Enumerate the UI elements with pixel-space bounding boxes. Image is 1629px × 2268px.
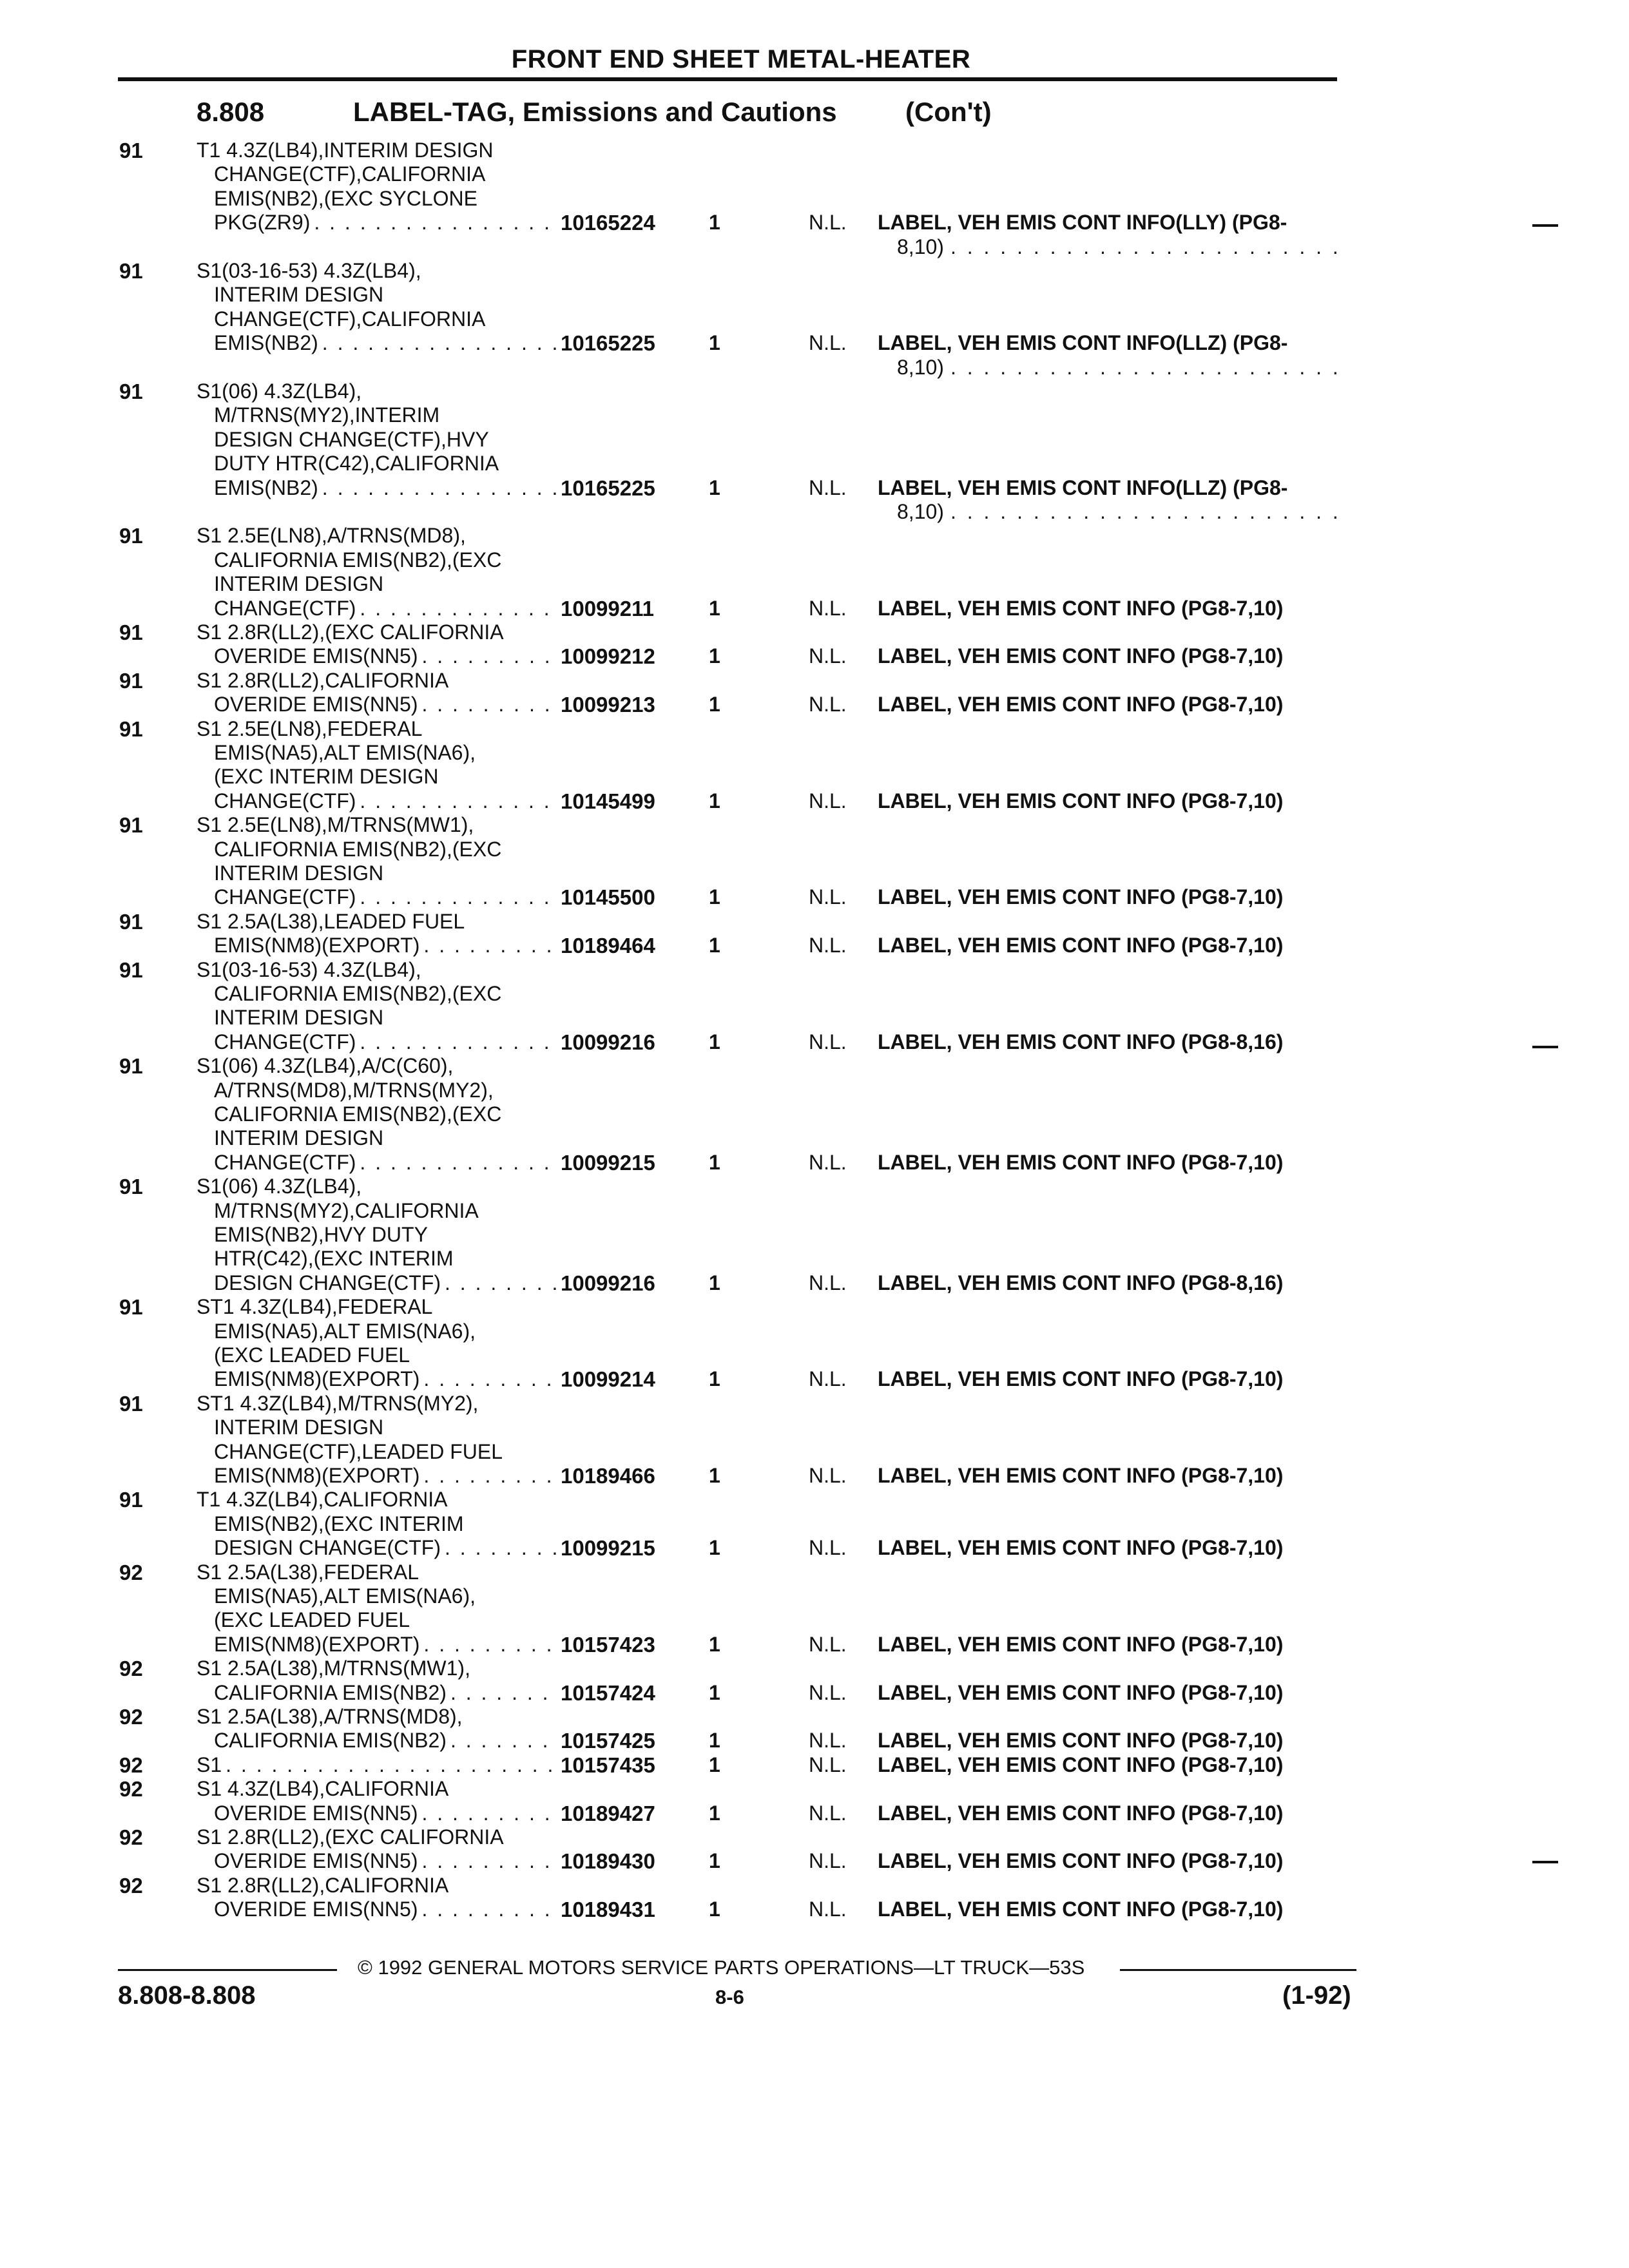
usage-description xyxy=(197,1657,557,1705)
usage-description xyxy=(197,717,557,814)
footer-rule-right xyxy=(1120,1969,1356,1971)
part-name-text: LABEL, VEH EMIS CONT INFO (PG8-7,10) xyxy=(878,1150,1284,1174)
usage-line: OVERIDE EMIS(NN5) xyxy=(214,1801,418,1825)
usage-description xyxy=(197,259,557,356)
model-year: 92 xyxy=(119,1657,143,1681)
part-number: 10099213 xyxy=(561,693,655,717)
model-year: 91 xyxy=(119,1488,143,1512)
part-name xyxy=(878,1849,1342,1873)
part-name xyxy=(878,1464,1342,1488)
usage-line: ST1 4.3Z(LB4),M/TRNS(MY2), xyxy=(197,1391,479,1415)
usage-line: INTERIM DESIGN xyxy=(214,1006,384,1030)
leader-dots xyxy=(421,693,557,716)
part-name-text: LABEL, VEH EMIS CONT INFO (PG8-7,10) xyxy=(878,1680,1284,1704)
nl-code: N.L. xyxy=(809,1680,847,1704)
model-year: 91 xyxy=(119,139,143,162)
usage-line: CHANGE(CTF) xyxy=(214,1030,356,1053)
nl-code: N.L. xyxy=(809,331,847,355)
part-name-continued: 8,10) xyxy=(897,235,944,258)
usage-line: DESIGN CHANGE(CTF),HVY xyxy=(214,427,489,451)
usage-description xyxy=(197,1392,557,1488)
usage-line: S1 2.5E(LN8),M/TRNS(MW1), xyxy=(197,813,474,837)
nl-code: N.L. xyxy=(809,934,847,957)
usage-line: EMIS(NA5),ALT EMIS(NA6), xyxy=(214,1584,476,1608)
part-number: 10099216 xyxy=(561,1271,655,1295)
header-rule xyxy=(118,77,1337,81)
leader-dots xyxy=(423,1633,557,1657)
usage-line: EMIS(NB2),(EXC INTERIM xyxy=(214,1512,464,1535)
leader-dots xyxy=(421,644,557,668)
usage-line: CHANGE(CTF),CALIFORNIA xyxy=(214,307,486,331)
usage-line: CHANGE(CTF) xyxy=(214,885,356,909)
model-year: 91 xyxy=(119,1295,143,1320)
quantity: 1 xyxy=(709,934,720,957)
nl-code: N.L. xyxy=(809,1898,847,1921)
part-name xyxy=(878,1898,1342,1921)
usage-line: S1(06) 4.3Z(LB4), xyxy=(197,380,362,403)
part-number: 10099216 xyxy=(561,1030,655,1054)
model-year: 91 xyxy=(119,668,143,693)
usage-line: EMIS(NM8)(EXPORT) xyxy=(214,1463,420,1487)
model-year: 91 xyxy=(119,813,143,838)
usage-description xyxy=(197,669,557,717)
usage-line: INTERIM DESIGN xyxy=(214,1126,384,1150)
leader-dots xyxy=(421,1802,557,1825)
model-year: 91 xyxy=(119,524,143,548)
leader-dots xyxy=(445,1271,557,1295)
usage-line: S1 2.8R(LL2),(EXC CALIFORNIA xyxy=(197,1825,504,1849)
nl-code: N.L. xyxy=(809,476,847,499)
part-name-text: LABEL, VEH EMIS CONT INFO(LLY) (PG8- xyxy=(878,211,1287,235)
quantity: 1 xyxy=(709,1680,720,1704)
usage-line: EMIS(NB2),HVY DUTY xyxy=(214,1222,428,1246)
part-name-text: LABEL, VEH EMIS CONT INFO (PG8-7,10) xyxy=(878,1753,1284,1776)
part-name xyxy=(878,1536,1342,1560)
nl-code: N.L. xyxy=(809,644,847,668)
leader-dots xyxy=(322,476,557,500)
leader-dots xyxy=(423,934,557,957)
usage-line: EMIS(NA5),ALT EMIS(NA6), xyxy=(214,1319,476,1343)
leader-dots xyxy=(360,597,557,620)
usage-line: S1 2.5E(LN8),FEDERAL xyxy=(197,716,423,740)
usage-line: INTERIM DESIGN xyxy=(214,1416,384,1439)
nl-code: N.L. xyxy=(809,693,847,716)
usage-line: EMIS(NB2),(EXC SYCLONE xyxy=(214,186,477,210)
usage-line: INTERIM DESIGN xyxy=(214,283,384,307)
quantity: 1 xyxy=(709,1150,720,1174)
usage-line: EMIS(NB2) xyxy=(214,331,318,355)
nl-code: N.L. xyxy=(809,1632,847,1656)
usage-line: CALIFORNIA EMIS(NB2),(EXC xyxy=(214,837,502,861)
part-name-continued: 8,10) xyxy=(897,355,944,379)
quantity: 1 xyxy=(709,1729,720,1753)
part-name-text: LABEL, VEH EMIS CONT INFO (PG8-7,10) xyxy=(878,1367,1284,1391)
part-number: 10099214 xyxy=(561,1367,655,1392)
usage-line: M/TRNS(MY2),INTERIM xyxy=(214,403,440,427)
part-number: 10099215 xyxy=(561,1536,655,1561)
quantity: 1 xyxy=(709,1898,720,1921)
usage-line: DUTY HTR(C42),CALIFORNIA xyxy=(214,452,499,476)
usage-line: S1 2.5A(L38),FEDERAL xyxy=(197,1560,419,1584)
part-name xyxy=(878,1151,1342,1175)
usage-description xyxy=(197,524,557,620)
usage-line: CALIFORNIA EMIS(NB2),(EXC xyxy=(214,981,502,1005)
usage-description xyxy=(197,1488,557,1560)
usage-description xyxy=(197,620,557,669)
usage-line: CHANGE(CTF) xyxy=(214,1150,356,1174)
part-name xyxy=(878,1271,1342,1295)
part-number: 10189464 xyxy=(561,934,655,958)
usage-description xyxy=(197,813,557,910)
section-title: LABEL-TAG, Emissions and Cautions xyxy=(353,97,837,127)
usage-line: S1 2.8R(LL2),CALIFORNIA xyxy=(197,1873,449,1897)
nl-code: N.L. xyxy=(809,1271,847,1294)
usage-line: HTR(C42),(EXC INTERIM xyxy=(214,1247,454,1271)
usage-description xyxy=(197,1561,557,1657)
usage-line: EMIS(NM8)(EXPORT) xyxy=(214,934,420,957)
nl-code: N.L. xyxy=(809,1150,847,1174)
margin-dash xyxy=(1532,1046,1558,1048)
part-name-text: LABEL, VEH EMIS CONT INFO (PG8-7,10) xyxy=(878,934,1284,957)
part-name xyxy=(878,885,1342,909)
quantity: 1 xyxy=(709,1367,720,1391)
part-name-text: LABEL, VEH EMIS CONT INFO (PG8-7,10) xyxy=(878,789,1284,812)
model-year: 91 xyxy=(119,380,143,403)
leader-dots xyxy=(450,1729,557,1753)
usage-line: S1 2.5A(L38),M/TRNS(MW1), xyxy=(197,1657,470,1680)
usage-line: S1(06) 4.3Z(LB4), xyxy=(197,1175,362,1198)
part-number: 10189431 xyxy=(561,1898,655,1922)
model-year: 92 xyxy=(119,1560,143,1584)
leader-dots xyxy=(421,1898,557,1921)
model-year: 92 xyxy=(119,1873,143,1898)
leader-dots xyxy=(445,1536,557,1560)
part-name-text: LABEL, VEH EMIS CONT INFO (PG8-8,16) xyxy=(878,1030,1284,1053)
usage-line: DESIGN CHANGE(CTF) xyxy=(214,1536,441,1560)
part-number: 10099211 xyxy=(561,596,655,620)
part-number: 10165224 xyxy=(561,211,655,235)
part-number: 10157425 xyxy=(561,1729,655,1753)
usage-line: CALIFORNIA EMIS(NB2) xyxy=(214,1729,447,1753)
quantity: 1 xyxy=(709,789,720,812)
part-name xyxy=(878,476,1342,524)
usage-line: INTERIM DESIGN xyxy=(214,572,384,596)
nl-code: N.L. xyxy=(809,1536,847,1560)
leader-dots xyxy=(226,1753,557,1777)
quantity: 1 xyxy=(709,644,720,668)
quantity: 1 xyxy=(709,885,720,909)
model-year: 91 xyxy=(119,1054,143,1079)
part-number: 10165225 xyxy=(561,476,655,500)
part-name xyxy=(878,789,1342,813)
usage-line: S1 2.8R(LL2),(EXC CALIFORNIA xyxy=(197,620,504,644)
part-name-text: LABEL, VEH EMIS CONT INFO (PG8-7,10) xyxy=(878,1463,1284,1487)
usage-description xyxy=(197,910,557,958)
leader-dots xyxy=(360,789,557,813)
quantity: 1 xyxy=(709,596,720,620)
section-number: 8.808 xyxy=(197,97,265,127)
part-name-text: LABEL, VEH EMIS CONT INFO (PG8-8,16) xyxy=(878,1271,1284,1294)
usage-line: M/TRNS(MY2),CALIFORNIA xyxy=(214,1198,479,1222)
usage-description xyxy=(197,1874,557,1922)
footer-section-range: 8.808-8.808 xyxy=(118,1981,256,2010)
nl-code: N.L. xyxy=(809,1801,847,1825)
model-year: 91 xyxy=(119,957,143,982)
usage-description xyxy=(197,139,557,235)
quantity: 1 xyxy=(709,693,720,716)
part-name-text: LABEL, VEH EMIS CONT INFO (PG8-7,10) xyxy=(878,1729,1284,1753)
quantity: 1 xyxy=(709,331,720,355)
model-year: 92 xyxy=(119,1705,143,1729)
usage-line: CALIFORNIA EMIS(NB2),(EXC xyxy=(214,548,502,572)
part-name-text: LABEL, VEH EMIS CONT INFO (PG8-7,10) xyxy=(878,596,1284,620)
part-name xyxy=(878,693,1342,716)
usage-line: S1 xyxy=(197,1753,222,1776)
usage-line: INTERIM DESIGN xyxy=(214,861,384,885)
model-year: 91 xyxy=(119,620,143,644)
usage-line: S1 2.8R(LL2),CALIFORNIA xyxy=(197,668,449,692)
part-name-text: LABEL, VEH EMIS CONT INFO (PG8-7,10) xyxy=(878,1632,1284,1656)
model-year: 92 xyxy=(119,1753,143,1777)
quantity: 1 xyxy=(709,1030,720,1053)
usage-description xyxy=(197,1825,557,1874)
part-name-text: LABEL, VEH EMIS CONT INFO (PG8-7,10) xyxy=(878,1801,1284,1825)
leader-dots xyxy=(423,1367,557,1391)
usage-line: S1(03-16-53) 4.3Z(LB4), xyxy=(197,259,421,282)
usage-line: CHANGE(CTF) xyxy=(214,596,356,620)
footer-page-number: 8-6 xyxy=(715,1986,744,2008)
leader-dots xyxy=(450,1681,557,1705)
part-name xyxy=(878,1633,1342,1657)
part-name xyxy=(878,1681,1342,1705)
nl-code: N.L. xyxy=(809,1463,847,1487)
part-name-text: LABEL, VEH EMIS CONT INFO (PG8-7,10) xyxy=(878,693,1284,716)
part-name xyxy=(878,331,1342,380)
usage-line: CALIFORNIA EMIS(NB2),(EXC xyxy=(214,1102,502,1126)
usage-line: OVERIDE EMIS(NN5) xyxy=(214,644,418,668)
part-name xyxy=(878,1367,1342,1391)
model-year: 91 xyxy=(119,1391,143,1416)
nl-code: N.L. xyxy=(809,1367,847,1391)
leader-dots xyxy=(950,235,1342,259)
model-year: 91 xyxy=(119,716,143,741)
usage-line: S1 2.5A(L38),LEADED FUEL xyxy=(197,909,465,933)
leader-dots xyxy=(360,885,557,909)
usage-description xyxy=(197,1295,557,1392)
leader-dots xyxy=(314,211,557,235)
quantity: 1 xyxy=(709,1271,720,1294)
footer-date-code: (1-92) xyxy=(1282,1981,1351,2010)
usage-line: S1 4.3Z(LB4),CALIFORNIA xyxy=(197,1777,449,1801)
quantity: 1 xyxy=(709,211,720,235)
usage-line: EMIS(NM8)(EXPORT) xyxy=(214,1632,420,1656)
model-year: 91 xyxy=(119,259,143,283)
part-number: 10099215 xyxy=(561,1150,655,1175)
part-name-text: LABEL, VEH EMIS CONT INFO(LLZ) (PG8- xyxy=(878,331,1288,355)
nl-code: N.L. xyxy=(809,1030,847,1053)
part-name xyxy=(878,1802,1342,1825)
nl-code: N.L. xyxy=(809,885,847,909)
model-year: 92 xyxy=(119,1825,143,1849)
part-name-text: LABEL, VEH EMIS CONT INFO (PG8-7,10) xyxy=(878,1536,1284,1560)
usage-line: (EXC LEADED FUEL xyxy=(214,1343,410,1367)
usage-line: S1(06) 4.3Z(LB4),A/C(C60), xyxy=(197,1054,454,1078)
part-name xyxy=(878,1753,1342,1777)
part-name xyxy=(878,1729,1342,1753)
nl-code: N.L. xyxy=(809,789,847,812)
model-year: 92 xyxy=(119,1777,143,1802)
usage-line: CHANGE(CTF),LEADED FUEL xyxy=(214,1439,503,1463)
usage-line: A/TRNS(MD8),M/TRNS(MY2), xyxy=(214,1078,494,1102)
page-header-title: FRONT END SHEET METAL-HEATER xyxy=(511,45,971,73)
model-year: 91 xyxy=(119,1175,143,1199)
part-name xyxy=(878,1030,1342,1054)
part-number: 10157424 xyxy=(561,1680,655,1705)
quantity: 1 xyxy=(709,1801,720,1825)
nl-code: N.L. xyxy=(809,1753,847,1776)
footer-rule-left xyxy=(118,1969,337,1971)
part-number: 10145499 xyxy=(561,789,655,813)
usage-description xyxy=(197,1054,557,1175)
leader-dots xyxy=(322,331,557,355)
nl-code: N.L. xyxy=(809,1729,847,1753)
part-name xyxy=(878,597,1342,620)
usage-line: EMIS(NA5),ALT EMIS(NA6), xyxy=(214,740,476,764)
leader-dots xyxy=(423,1464,557,1488)
part-name xyxy=(878,644,1342,668)
nl-code: N.L. xyxy=(809,211,847,235)
leader-dots xyxy=(360,1030,557,1054)
section-continued: (Con't) xyxy=(905,97,992,127)
usage-line: OVERIDE EMIS(NN5) xyxy=(214,693,418,716)
part-name-text: LABEL, VEH EMIS CONT INFO (PG8-7,10) xyxy=(878,1849,1284,1873)
usage-line: T1 4.3Z(LB4),INTERIM DESIGN xyxy=(197,139,494,162)
usage-line: S1 2.5A(L38),A/TRNS(MD8), xyxy=(197,1705,463,1728)
usage-line: T1 4.3Z(LB4),CALIFORNIA xyxy=(197,1488,448,1512)
part-name xyxy=(878,934,1342,957)
quantity: 1 xyxy=(709,476,720,499)
margin-dash xyxy=(1532,224,1558,227)
usage-line: (EXC INTERIM DESIGN xyxy=(214,765,439,789)
usage-description xyxy=(197,1175,557,1295)
part-name-text: LABEL, VEH EMIS CONT INFO (PG8-7,10) xyxy=(878,644,1284,668)
quantity: 1 xyxy=(709,1632,720,1656)
part-name-continued: 8,10) xyxy=(897,499,944,523)
usage-line: DESIGN CHANGE(CTF) xyxy=(214,1271,441,1294)
usage-line: ST1 4.3Z(LB4),FEDERAL xyxy=(197,1295,433,1319)
usage-description xyxy=(197,1777,557,1825)
leader-dots xyxy=(360,1151,557,1175)
usage-line: S1 2.5E(LN8),A/TRNS(MD8), xyxy=(197,524,466,548)
usage-description xyxy=(197,958,557,1055)
leader-dots xyxy=(421,1849,557,1873)
usage-line: CHANGE(CTF) xyxy=(214,789,356,812)
part-name-text: LABEL, VEH EMIS CONT INFO (PG8-7,10) xyxy=(878,885,1284,909)
nl-code: N.L. xyxy=(809,1849,847,1873)
part-number: 10165225 xyxy=(561,331,655,356)
margin-dash xyxy=(1532,1861,1558,1863)
footer-copyright: © 1992 GENERAL MOTORS SERVICE PARTS OPERATIONS—LT TRUCK—53S xyxy=(358,1956,1085,1979)
usage-line: PKG(ZR9) xyxy=(214,211,311,235)
usage-line: (EXC LEADED FUEL xyxy=(214,1608,410,1632)
part-number: 10157435 xyxy=(561,1753,655,1777)
part-number: 10189466 xyxy=(561,1463,655,1488)
usage-line: CALIFORNIA EMIS(NB2) xyxy=(214,1680,447,1704)
part-name xyxy=(878,211,1342,259)
model-year: 91 xyxy=(119,909,143,934)
usage-line: OVERIDE EMIS(NN5) xyxy=(214,1849,418,1873)
part-name-text: LABEL, VEH EMIS CONT INFO(LLZ) (PG8- xyxy=(878,476,1288,499)
part-number: 10099212 xyxy=(561,644,655,669)
usage-line: S1(03-16-53) 4.3Z(LB4), xyxy=(197,957,421,981)
quantity: 1 xyxy=(709,1753,720,1776)
usage-line: CHANGE(CTF),CALIFORNIA xyxy=(214,162,486,186)
usage-description xyxy=(197,1753,557,1777)
quantity: 1 xyxy=(709,1536,720,1560)
usage-line: EMIS(NB2) xyxy=(214,476,318,499)
part-number: 10189430 xyxy=(561,1849,655,1874)
usage-description xyxy=(197,380,557,500)
usage-description xyxy=(197,1705,557,1753)
part-number: 10157423 xyxy=(561,1632,655,1657)
part-number: 10189427 xyxy=(561,1801,655,1825)
usage-line: EMIS(NM8)(EXPORT) xyxy=(214,1367,420,1391)
leader-dots xyxy=(950,356,1342,380)
quantity: 1 xyxy=(709,1849,720,1873)
quantity: 1 xyxy=(709,1463,720,1487)
part-number: 10145500 xyxy=(561,885,655,910)
nl-code: N.L. xyxy=(809,596,847,620)
part-name-text: LABEL, VEH EMIS CONT INFO (PG8-7,10) xyxy=(878,1898,1284,1921)
usage-line: OVERIDE EMIS(NN5) xyxy=(214,1898,418,1921)
leader-dots xyxy=(950,500,1342,524)
